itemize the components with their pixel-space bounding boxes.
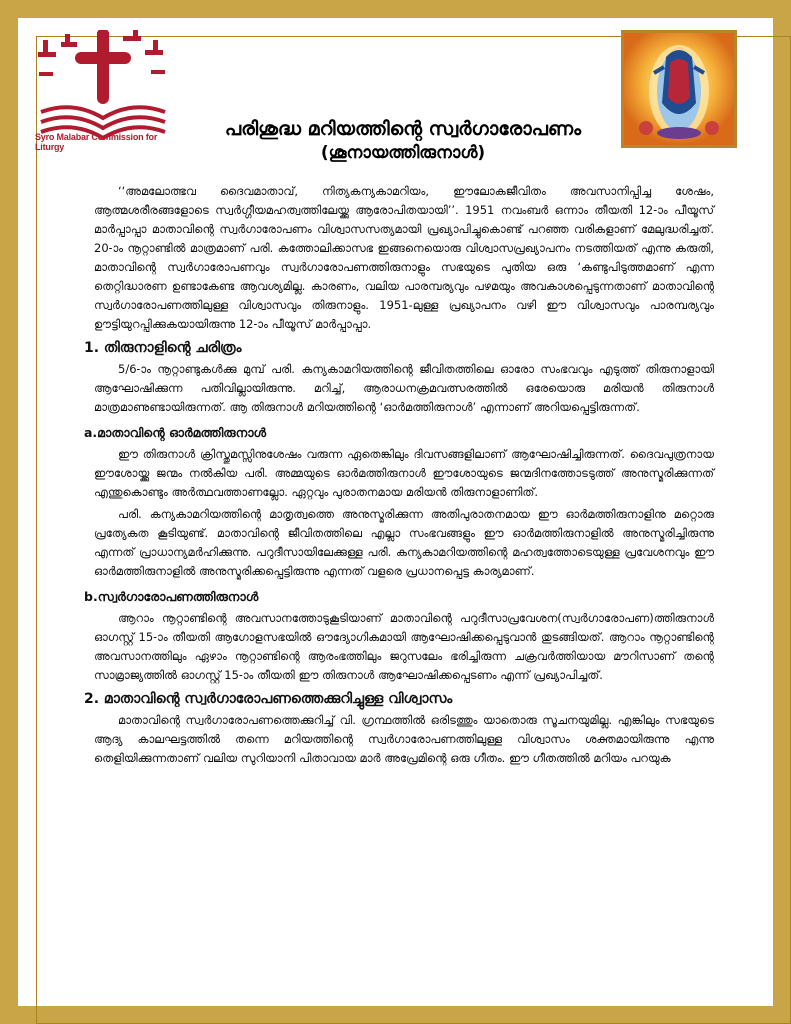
article-body xyxy=(84,182,714,771)
belief-paragraph: മാതാവിന്റെ സ്വർഗാരോപണത്തെക്കുറിച്ച് വി. ഗ്രന്ഥത്തിൽ ഒരിടത്തും യാതൊരു സൂചനയുമില്ല. എങ്കിലും സഭയുടെ ആദ്യ കാലഘട്ടത്തിൽ തന്നെ മറിയത്തിന്റെ സ്വർഗാരോപണത്തിലുള്ള വിശ്വാസം ശക്തമായിരുന്നു എന്നു തെളിയിക്കുന്നതാണ് വലിയ സുറിയാനി പിതാവായ മാർ അപ്രേമിന്റെ ഒരു ഗീതം. ഈ ഗീതത്തിൽ മറിയം പറയുക xyxy=(94,713,714,765)
memorial-paragraph-1: ഈ തിരുനാൾ ക്രിസ്തുമസ്സിനുശേഷം വരുന്ന ഏതെങ്കിലും ദിവസങ്ങളിലാണ് ആഘോഷിച്ചിരുന്നത്. ദൈവപുത്രനായ ഈശോയ്ക്കു ജന്മം നൽകിയ പരി. അമ്മയുടെ ഓർമത്തിരുനാൾ ഈശോയുടെ ജന്മദിനത്തോടടുത്ത് അനുസ്മരിക്കുന്നത് എന്തുകൊണ്ടും അർത്ഥവത്താണല്ലോ. ഏറ്റവും പുരാതനമായ മരിയൻ തിരുനാളാണിത്. xyxy=(94,447,714,499)
section-heading-history: 1. തിരുനാളിന്റെ ചരിത്രം xyxy=(84,340,242,356)
logo-caption: Syro Malabar Commission for Liturgy xyxy=(35,132,158,152)
intro-paragraph: ‘‘അമലോത്ഭവ ദൈവമാതാവ്, നിത്യകന്യകാമറിയം, ഈലോകജീവിതം അവസാനിപ്പിച്ച ശേഷം, ആത്മശരീരങ്ങളോടെ സ്വർഗ്ഗീയമഹത്വത്തിലേയ്ക്കു ആരോപിതയായി’’. 1951 നവംബർ ഒന്നാം തീയതി 12-ാം പീയൂസ് മാർപ്പാപ്പാ മാതാവിന്റെ സ്വർഗാരോപണം വിശ്വാസസത്യമായി പ്രഖ്യാപിച്ചുകൊണ്ട് പറഞ്ഞ വരികളാണ് മേലുദ്ധരിച്ചത്. 20-ാം നൂറ്റാണ്ടിൽ മാത്രമാണ് പരി. കത്തോലിക്കാസഭ ഇങ്ങനെയൊരു വിശ്വാസപ്രഖ്യാപനം നടത്തിയത് എന്നു കരുതി, മാതാവിന്റെ സ്വർഗാരോപണവും സ്വർഗാരോപണത്തിരുനാളും സഭയുടെ പുതിയ ഒരു ‘കണ്ടുപിടുത്തമാണ് എന്ന തെറ്റിദ്ധാരണ ഉണ്ടാകേണ്ട ആവശ്യമില്ല. കാരണം, വലിയ പാരമ്പര്യവും പഴമയും അവകാശപ്പെടുന്നതാണ് മാതാവിന്റെ സ്വർഗാരോപണത്തിലുള്ള വിശ്വാസവും തിരുനാളും. 1951-ലുള്ള പ്രഖ്യാപനം വഴി ഈ വിശ്വാസവും പാരമ്പര്യവും ഊട്ടിയുറപ്പിക്കുകയായിരുന്നു 12-ാം പീയൂസ് മാർപ്പാപ്പാ. xyxy=(94,184,714,331)
history-paragraph: 5/6-ാം നൂറ്റാണ്ടുകൾക്കു മുമ്പ് പരി. കന്യകാമറിയത്തിന്റെ ജീവിതത്തിലെ ഓരോ സംഭവവും എടുത്ത് തിരുനാളായി ആഘോഷിക്കുന്ന പതിവില്ലായിരുന്നു. മറിച്ച്, ആരാധനക്രമവത്സരത്തിൽ ഒരേയൊരു മരിയൻ തിരുനാൾ മാത്രമാണുണ്ടായിരുന്നത്. ആ തിരുനാൾ മറിയത്തിന്റെ ‘ഓർമത്തിരുനാൾ’ എന്നാണ് അറിയപ്പെട്ടിരുന്നത്. xyxy=(94,362,714,414)
page-subtitle: (ശൂനായത്തിരുനാൾ) xyxy=(320,143,486,163)
section-heading-belief: 2. മാതാവിന്റെ സ്വർഗാരോപണത്തെക്കുറിച്ചുള്ള വിശ്വാസം xyxy=(84,691,453,707)
assumption-icon-image xyxy=(621,30,737,148)
section-heading-assumption-feast: b.സ്വർഗാരോപണത്തിരുനാൾ xyxy=(84,589,259,604)
section-heading-memorial-feast: a.മാതാവിന്റെ ഓർമത്തിരുനാൾ xyxy=(84,425,267,440)
assumption-feast-paragraph: ആറാം നൂറ്റാണ്ടിന്റെ അവസാനത്തോടുകൂടിയാണ് മാതാവിന്റെ പറുദീസാപ്രവേശന(സ്വർഗാരോപണ)ത്തിരുനാൾ ഓഗസ്റ്റ് 15-ാം തീയതി ആഗോളസഭയിൽ ഔദ്യോഗികമായി ആഘോഷിക്കപ്പെടുവാൻ തുടങ്ങിയത്. ആറാം നൂറ്റാണ്ടിന്റെ അവസാനത്തിലും ഏഴാം നൂറ്റാണ്ടിന്റെ ആരംഭത്തിലും ജറുസലേം ഭരിച്ചിരുന്ന ചക്രവർത്തിയായ മൗറിസാണ് തന്റെ സാമ്രാജ്യത്തിൽ ഓഗസ്റ്റ് 15-ാം തീയതി ഈ തിരുനാൾ ആഘോഷിക്കപ്പെടണം എന്ന് പ്രഖ്യാപിച്ചത്. xyxy=(94,611,714,682)
memorial-paragraph-2: പരി. കന്യകാമറിയത്തിന്റെ മാതൃത്വത്തെ അനുസ്മരിക്കുന്ന അതിപുരാതനമായ ഈ ഓർമത്തിരുനാളിനു മറ്റൊരു പ്രത്യേകത കൂടിയുണ്ട്. മാതാവിന്റെ ജീവിതത്തിലെ എല്ലാ സംഭവങ്ങളും ഈ ഓർമത്തിരുനാളിൽ അനുസ്മരിച്ചിരുന്നു എന്നത് പ്രാധാന്യമർഹിക്കുന്നു. പറുദീസായിലേക്കുള്ള പരി. കന്യകാമറിയത്തിന്റെ മഹത്വത്തോടെയുള്ള പ്രവേശനവും ഈ ഓർമത്തിരുനാളിൽ അനുസ്മരിക്കപ്പെട്ടിരുന്നു എന്നത് വളരെ പ്രധാനപ്പെട്ട കാര്യമാണ്. xyxy=(94,507,714,578)
page-title: പരിശുദ്ധ മറിയത്തിന്റെ സ്വർഗാരോപണം xyxy=(224,118,582,140)
